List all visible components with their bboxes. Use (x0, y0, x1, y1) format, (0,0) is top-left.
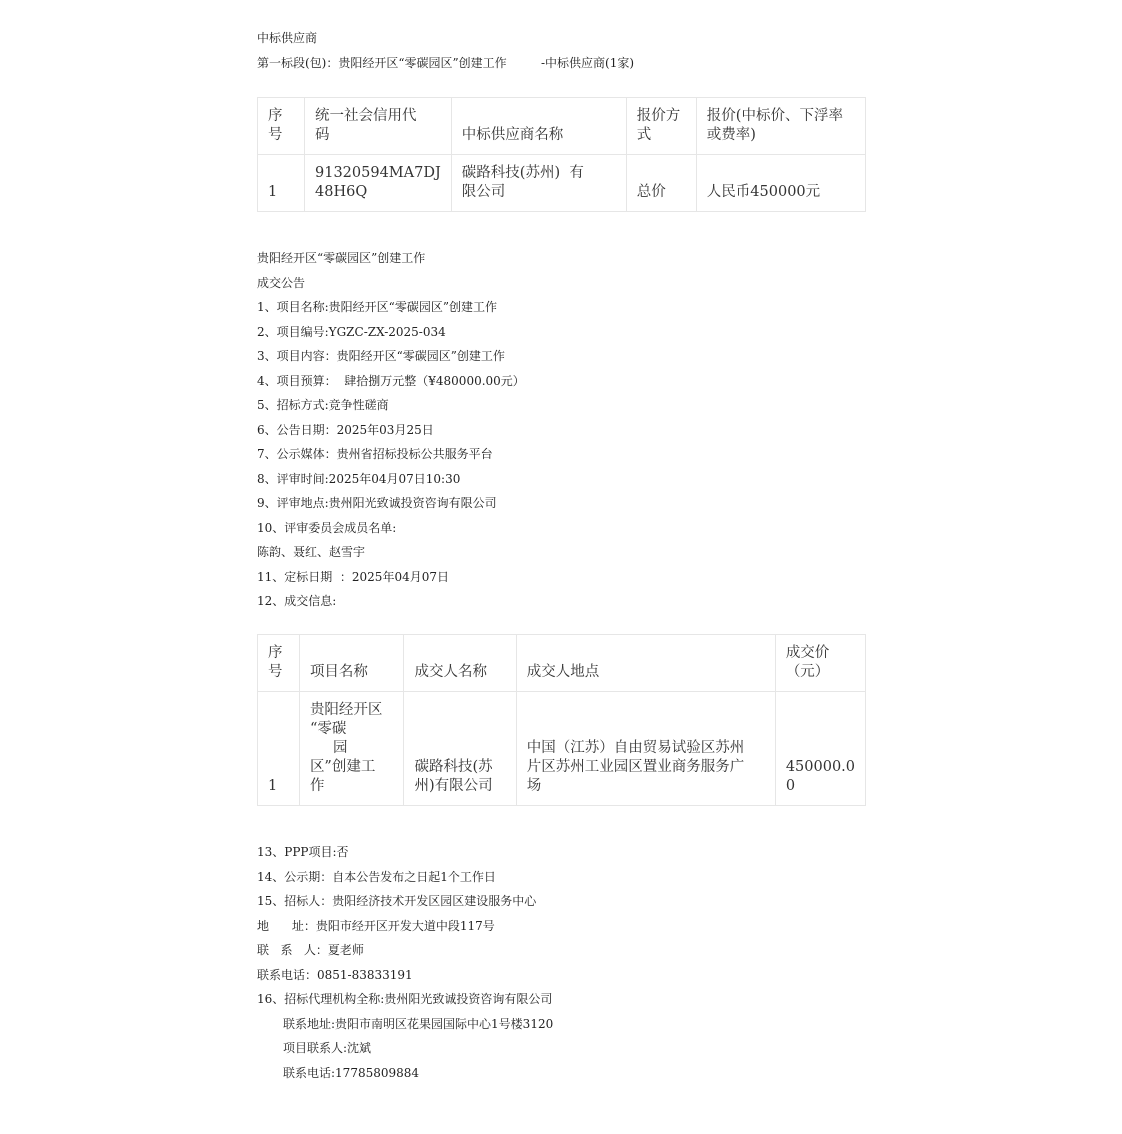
announcement-title: 贵阳经开区“零碳园区”创建工作 (257, 251, 426, 265)
deal-table (257, 634, 866, 806)
agent-address: 联系地址:贵阳市南明区花果园国际中心1号楼3120 (283, 1016, 554, 1031)
cell-index: 1 (258, 692, 300, 806)
agent-contact: 项目联系人:沈斌 (283, 1041, 372, 1055)
footer-item: 联系电话：0851-83833191 (257, 967, 413, 982)
announcement-item: 6、公告日期：2025年03月25日 (257, 422, 434, 437)
header-cell: 成交价 （元） (775, 635, 865, 692)
announcement-item: 4、项目预算： 肆拾捌万元整（¥480000.00元） (257, 373, 525, 388)
table-row (258, 692, 866, 806)
footer-item: 15、招标人：贵阳经济技术开发区园区建设服务中心 (257, 894, 537, 908)
announcement-item: 9、评审地点:贵州阳光致诚投资咨询有限公司 (257, 496, 497, 510)
cell-supplier-name: 碳路科技(苏州) 有 限公司 (451, 155, 626, 212)
cell-credit-code: 91320594MA7DJ 48H6Q (305, 155, 452, 212)
header-cell: 成交人地点 (516, 635, 775, 692)
header-cell: 报价方 式 (626, 98, 696, 155)
announcement-item: 12、成交信息: (257, 594, 337, 608)
header-cell: 统一社会信用代 码 (305, 98, 452, 155)
table-header-row (258, 98, 866, 155)
announcement-item: 11、定标日期 ：2025年04月07日 (257, 569, 449, 584)
announcement-item: 陈韵、聂红、赵雪宇 (257, 545, 366, 559)
footer-item: 16、招标代理机构全称:贵州阳光致诚投资咨询有限公司 (257, 992, 553, 1006)
announcement-item: 8、评审时间:2025年04月07日10:30 (257, 471, 461, 486)
cell-quote-method: 总价 (626, 155, 696, 212)
header-cell: 序 号 (258, 635, 300, 692)
announcement-item: 1、项目名称:贵阳经开区“零碳园区”创建工作 (257, 300, 497, 314)
table-row (258, 155, 866, 212)
footer-item: 13、PPP项目:否 (257, 845, 349, 859)
cell-winner-name: 碳路科技(苏 州)有限公司 (404, 692, 516, 806)
table-header-row (258, 635, 866, 692)
agent-phone: 联系电话:17785809884 (283, 1065, 420, 1080)
header-cell: 成交人名称 (404, 635, 516, 692)
footer-item: 14、公示期：自本公告发布之日起1个工作日 (257, 869, 496, 884)
footer-item: 地 址：贵阳市经开区开发大道中段117号 (257, 918, 495, 933)
header-cell: 报价(中标价、下浮率 或费率) (696, 98, 865, 155)
cell-winner-address: 中国（江苏）自由贸易试验区苏州 片区苏州工业园区置业商务服务广 场 (516, 692, 775, 806)
announcement-item: 2、项目编号:YGZC-ZX-2025-034 (257, 324, 446, 339)
cell-project-name: 贵阳经开区 “零碳 园 区”创建工 作 (299, 692, 404, 806)
header-cell: 项目名称 (299, 635, 404, 692)
announcement-item: 5、招标方式:竞争性磋商 (257, 398, 389, 412)
cell-index: 1 (258, 155, 305, 212)
announcement-item: 3、项目内容：贵阳经开区“零碳园区”创建工作 (257, 349, 505, 363)
cell-quote: 人民币450000元 (696, 155, 865, 212)
announcement-subtitle: 成交公告 (257, 275, 306, 290)
cell-deal-price: 450000.0 0 (775, 692, 865, 806)
header-cell: 中标供应商名称 (451, 98, 626, 155)
announcement-item: 10、评审委员会成员名单: (257, 520, 397, 535)
lot-subtitle: 第一标段(包)：贵阳经开区“零碳园区”创建工作 -中标供应商(1家) (257, 56, 635, 70)
section-title: 中标供应商 (257, 31, 318, 45)
announcement-item: 7、公示媒体：贵州省招标投标公共服务平台 (257, 447, 493, 461)
header-cell: 序 号 (258, 98, 305, 155)
winner-table (257, 97, 866, 212)
footer-item: 联 系 人：夏老师 (257, 943, 364, 957)
